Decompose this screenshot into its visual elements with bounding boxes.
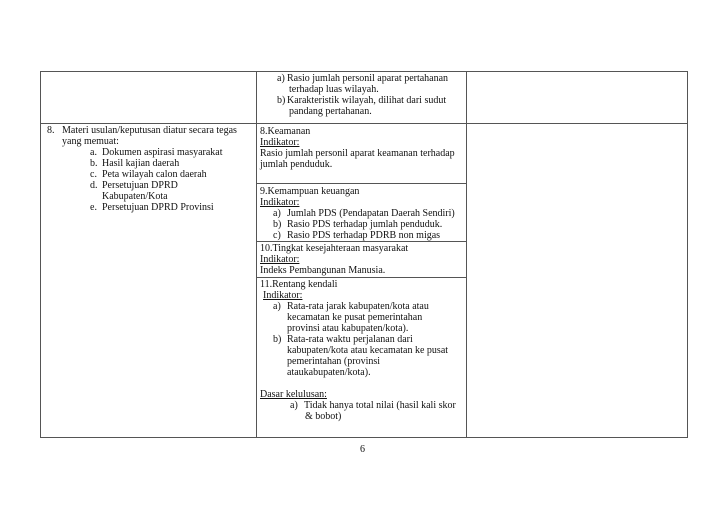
section-title: 10.Tingkat kesejahteraan masyarakat <box>260 243 409 254</box>
section-title: 11.Rentang kendali <box>260 279 338 290</box>
table-row <box>41 72 688 124</box>
list-item: e. Persetujuan DPRD Provinsi <box>90 202 214 213</box>
list-item: c) Rasio PDS terhadap PDRB non migas <box>273 230 441 241</box>
list-item: d. Persetujuan DPRD Kabupaten/Kota <box>90 180 178 202</box>
list-item: c. Peta wilayah calon daerah <box>90 169 207 180</box>
list-item: b) Karakteristik wilayah, dilihat dari sudut pandang pertahanan. <box>277 95 447 117</box>
list-item: 8. Materi usulan/keputusan diatur secara tegas yang memuat: <box>47 125 237 147</box>
page-number: 6 <box>360 444 365 455</box>
section-title: 9.Kemampuan keuangan <box>260 186 360 197</box>
list-item: a. Dokumen aspirasi masyarakat <box>90 147 223 158</box>
table-cell-empty <box>467 72 688 124</box>
list-item: a) Jumlah PDS (Pendapatan Daerah Sendiri) <box>273 208 455 219</box>
indicator-label: Indikator: <box>260 137 300 148</box>
keuangan-cell <box>257 184 467 242</box>
list-item: a) Rata-rata jarak kabupaten/kota atau kecamatan ke pusat pemerintahan provinsi atau kabupaten/kota). <box>273 301 429 334</box>
keamanan-cell: 8.Keamanan Indikator: Rasio jumlah personil aparat keamanan terhadap jumlah penduduk. <box>257 124 467 184</box>
kesejahteraan-cell: 10.Tingkat kesejahteraan masyarakat Indikator: Indeks Pembangunan Manusia. <box>257 242 467 278</box>
indicator-label: Indikator: <box>263 290 303 301</box>
table-cell-empty <box>41 72 257 124</box>
list-item: b) Rasio PDS terhadap jumlah penduduk. <box>273 219 443 230</box>
list-item: a) Tidak hanya total nilai (hasil kali skor & bobot) <box>290 400 456 422</box>
criteria-table <box>40 71 688 438</box>
table-cell-empty <box>467 124 688 438</box>
dasar-kelulusan-label: Dasar kelulusan: <box>260 389 327 400</box>
materi-usulan-cell <box>41 124 257 438</box>
pertahanan-cell <box>257 72 467 124</box>
list-item: a) Rasio jumlah personil aparat pertahanan terhadap luas wilayah. <box>277 73 449 95</box>
table-row <box>41 124 688 184</box>
list-item: b) Rata-rata waktu perjalanan dari kabupaten/kota atau kecamatan ke pusat pemerintahan (provinsi ataukabupaten/kota). <box>273 334 449 378</box>
rentang-kendali-cell <box>257 278 467 438</box>
indicator-label: Indikator: <box>260 197 300 208</box>
list-item: b. Hasil kajian daerah <box>90 158 180 169</box>
indicator-label: Indikator: <box>260 254 300 265</box>
section-title: 8.Keamanan <box>260 126 311 137</box>
